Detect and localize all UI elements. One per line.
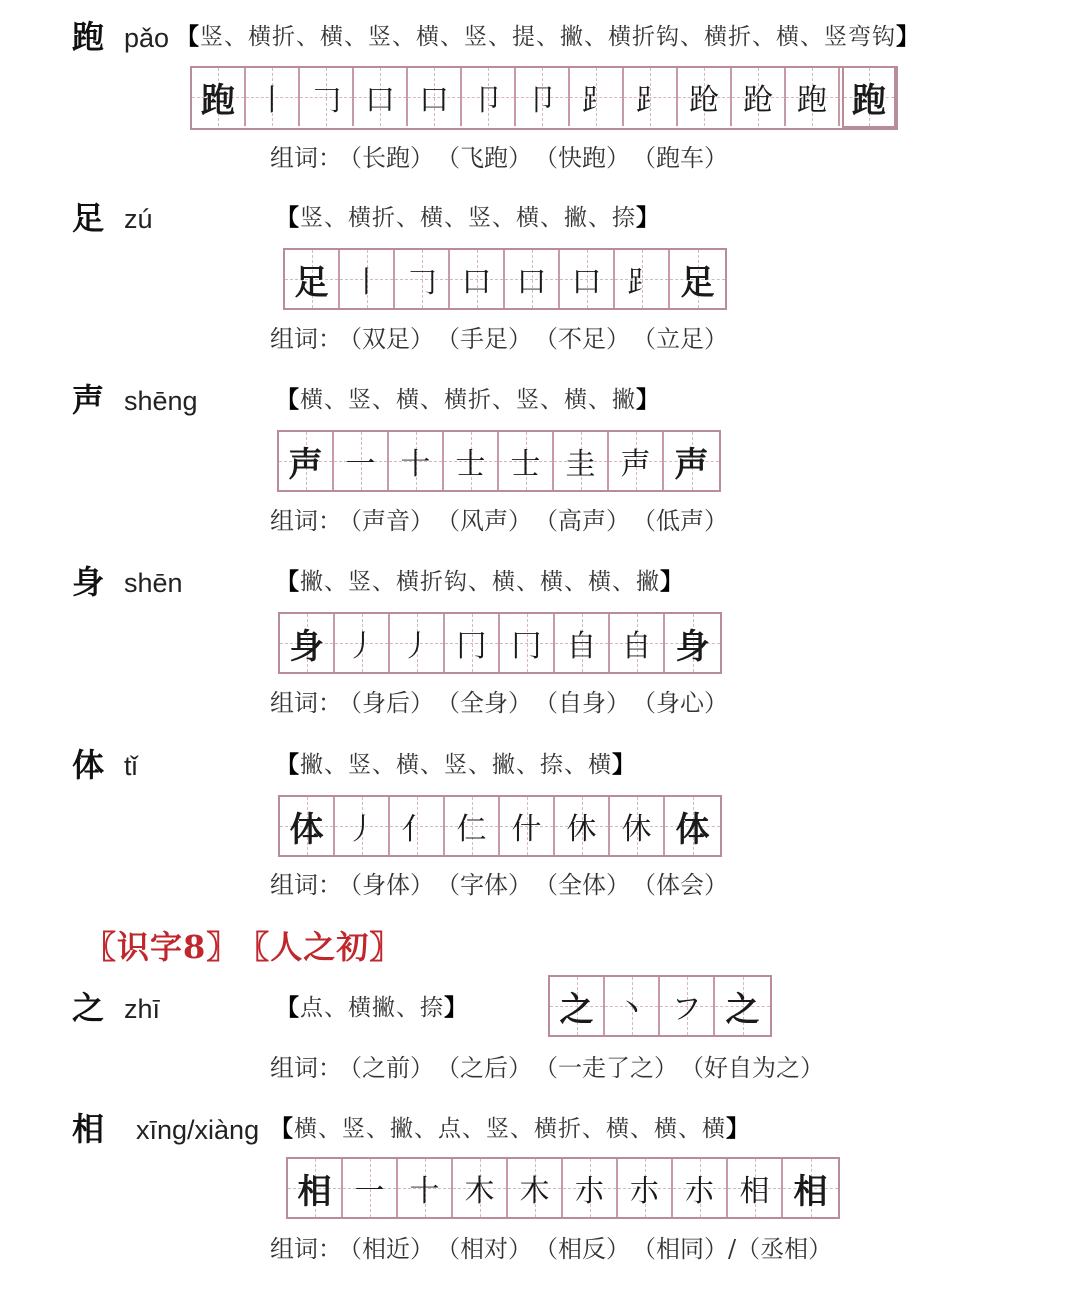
stroke-step-glyph: 休 xyxy=(621,812,652,847)
stroke-step-glyph: 一 xyxy=(354,1174,385,1209)
stroke-step-glyph: 跄 xyxy=(689,83,719,118)
stroke-step-cell xyxy=(445,797,500,855)
pinyin-label: xīng/xiàng xyxy=(136,1115,260,1145)
stroke-step-glyph: 十 xyxy=(400,447,431,482)
word-example: （身心） xyxy=(644,689,728,717)
stroke-names xyxy=(276,380,660,420)
target-character: 跑 xyxy=(72,18,105,56)
stroke-step-glyph: 跑 xyxy=(201,80,235,121)
close-bracket: 】 xyxy=(636,386,660,413)
stroke-step-cell xyxy=(300,68,354,126)
word-example: （相对） xyxy=(448,1235,532,1263)
stroke-step-glyph: 什 xyxy=(511,812,542,847)
stroke-step-glyph: 声 xyxy=(288,444,323,485)
stroke-step-glyph: 声 xyxy=(674,444,709,485)
stroke-sequence: 撇、竖、横折钩、横、横、横、撇 xyxy=(300,569,660,595)
open-bracket: 【 xyxy=(276,568,300,595)
stroke-step-glyph: 相 xyxy=(297,1171,332,1212)
word-examples xyxy=(270,1050,838,1086)
stroke-sequence: 竖、横折、横、竖、横、撇、捺 xyxy=(300,205,636,231)
word-example: （手足） xyxy=(448,325,532,353)
word-example: （字体） xyxy=(448,871,532,899)
stroke-step-glyph: 跑 xyxy=(797,83,827,118)
word-example: （体会） xyxy=(644,871,728,899)
open-bracket: 【 xyxy=(276,204,300,231)
word-example: （身体） xyxy=(350,871,434,899)
word-example: （全体） xyxy=(546,871,630,899)
stroke-step-glyph: 朩 xyxy=(629,1174,660,1209)
stroke-step-glyph: 一 xyxy=(345,447,376,482)
stroke-step-cell xyxy=(462,68,516,126)
stroke-step-cell xyxy=(555,614,610,672)
stroke-step-cell xyxy=(390,614,445,672)
stroke-step-glyph: 木 xyxy=(519,1174,550,1209)
stroke-step-glyph: 自 xyxy=(566,629,597,664)
stroke-step-cell xyxy=(500,797,555,855)
stroke-step-glyph: 冂 xyxy=(511,629,542,664)
close-bracket: 】 xyxy=(444,994,468,1021)
stroke-step-glyph: 圭 xyxy=(565,447,596,482)
target-character: 体 xyxy=(72,746,105,784)
stroke-step-glyph: ⻊ xyxy=(626,265,657,300)
stroke-step-glyph: 口 xyxy=(419,83,449,118)
stroke-step-glyph: 身 xyxy=(675,626,710,667)
words-prefix: 组词： xyxy=(270,507,342,535)
lesson-number: 〖识字8〗 xyxy=(84,928,240,966)
stroke-step-cell xyxy=(618,1159,673,1217)
stroke-step-cell xyxy=(615,250,670,308)
stroke-step-cell xyxy=(673,1159,728,1217)
stroke-step-glyph: 之 xyxy=(725,989,760,1030)
stroke-step-glyph: 士 xyxy=(510,447,541,482)
stroke-step-glyph: 丨 xyxy=(257,83,287,118)
stroke-step-cell xyxy=(444,432,499,490)
stroke-step-cell xyxy=(665,797,720,855)
stroke-step-cell xyxy=(516,68,570,126)
stroke-order-grid xyxy=(190,66,898,130)
stroke-step-cell xyxy=(450,250,505,308)
stroke-step-glyph: 相 xyxy=(739,1174,770,1209)
target-character: 足 xyxy=(72,199,105,237)
word-example: （不足） xyxy=(546,325,630,353)
stroke-step-glyph: 自 xyxy=(621,629,652,664)
stroke-step-cell xyxy=(665,614,720,672)
model-character-cell xyxy=(279,432,334,490)
lesson-title: 〖人之初〗 xyxy=(253,928,403,966)
close-bracket: 】 xyxy=(660,568,684,595)
stroke-step-glyph: 朩 xyxy=(574,1174,605,1209)
stroke-names xyxy=(276,562,684,602)
pinyin-label: shēng xyxy=(124,386,198,416)
stroke-names xyxy=(276,198,660,238)
target-character: 之 xyxy=(72,989,105,1027)
stroke-step-cell xyxy=(335,797,390,855)
stroke-step-cell xyxy=(453,1159,508,1217)
stroke-step-glyph: 丿 xyxy=(401,629,432,664)
stroke-order-grid xyxy=(283,248,727,310)
word-example: （相近） xyxy=(350,1235,434,1263)
stroke-step-cell xyxy=(610,797,665,855)
stroke-step-cell xyxy=(624,68,678,126)
word-example: （快跑） xyxy=(546,144,630,172)
stroke-step-cell xyxy=(508,1159,563,1217)
target-character: 身 xyxy=(72,563,105,601)
stroke-step-glyph: 体 xyxy=(289,809,324,850)
stroke-step-cell xyxy=(605,977,660,1035)
stroke-sequence: 竖、横折、横、竖、横、竖、提、撇、横折钩、横折、横、竖弯钩 xyxy=(200,24,896,50)
stroke-step-glyph: 体 xyxy=(675,809,710,850)
stroke-step-cell xyxy=(499,432,554,490)
stroke-names xyxy=(176,17,920,57)
target-character: 相 xyxy=(72,1110,105,1148)
close-bracket: 】 xyxy=(612,751,636,778)
stroke-step-cell xyxy=(445,614,500,672)
word-examples xyxy=(270,685,742,721)
word-example: （跑车） xyxy=(644,144,728,172)
stroke-step-cell xyxy=(555,797,610,855)
stroke-sequence: 横、竖、撇、点、竖、横折、横、横、横 xyxy=(294,1116,726,1142)
word-examples xyxy=(270,867,742,903)
word-examples xyxy=(270,321,742,357)
close-bracket: 】 xyxy=(726,1115,750,1142)
stroke-step-glyph: 跑 xyxy=(852,80,886,121)
open-bracket: 【 xyxy=(176,23,200,50)
stroke-step-glyph: 口 xyxy=(571,265,602,300)
stroke-step-cell xyxy=(389,432,444,490)
stroke-step-glyph: 声 xyxy=(620,447,651,482)
stroke-step-glyph: 𠃌 xyxy=(311,83,341,118)
stroke-step-cell xyxy=(340,250,395,308)
words-prefix: 组词： xyxy=(270,1235,342,1263)
stroke-step-cell xyxy=(560,250,615,308)
stroke-step-glyph: フ xyxy=(671,992,702,1027)
pinyin-label: zú xyxy=(124,204,153,234)
word-examples xyxy=(270,140,742,176)
words-prefix: 组词： xyxy=(270,325,342,353)
stroke-sequence: 点、横撇、捺 xyxy=(300,995,444,1021)
pinyin-label: shēn xyxy=(124,568,183,598)
stroke-step-cell xyxy=(783,1159,838,1217)
stroke-step-cell xyxy=(354,68,408,126)
stroke-step-cell xyxy=(246,68,300,126)
word-examples xyxy=(270,1231,846,1267)
stroke-step-cell xyxy=(660,977,715,1035)
word-example: （全身） xyxy=(448,689,532,717)
stroke-step-glyph: 亻 xyxy=(401,812,432,847)
word-example: （之后） xyxy=(448,1054,532,1082)
word-example: （立足） xyxy=(644,325,728,353)
stroke-step-cell xyxy=(732,68,786,126)
stroke-step-cell xyxy=(728,1159,783,1217)
word-examples xyxy=(270,503,742,539)
word-example: （自身） xyxy=(546,689,630,717)
stroke-step-cell xyxy=(505,250,560,308)
stroke-step-glyph: 身 xyxy=(289,626,324,667)
stroke-step-cell xyxy=(678,68,732,126)
stroke-step-glyph: 丿 xyxy=(346,812,377,847)
word-example: （相同）/（丞相） xyxy=(644,1235,833,1263)
stroke-step-glyph: 口 xyxy=(365,83,395,118)
stroke-step-glyph: 朩 xyxy=(684,1174,715,1209)
stroke-order-grid xyxy=(278,612,722,674)
model-character-cell xyxy=(280,614,335,672)
stroke-sequence: 横、竖、横、横折、竖、横、撇 xyxy=(300,387,636,413)
open-bracket: 【 xyxy=(270,1115,294,1142)
pinyin-label: zhī xyxy=(124,994,161,1024)
words-prefix: 组词： xyxy=(270,689,342,717)
stroke-order-grid xyxy=(277,430,721,492)
model-character-cell xyxy=(192,68,246,126)
word-example: （飞跑） xyxy=(448,144,532,172)
word-example: （之前） xyxy=(350,1054,434,1082)
stroke-step-cell xyxy=(398,1159,453,1217)
stroke-step-cell xyxy=(563,1159,618,1217)
stroke-step-cell xyxy=(554,432,609,490)
stroke-step-glyph: 士 xyxy=(455,447,486,482)
close-bracket: 】 xyxy=(896,23,920,50)
stroke-step-cell xyxy=(334,432,389,490)
close-bracket: 】 xyxy=(636,204,660,231)
stroke-step-glyph: 足 xyxy=(294,262,329,303)
word-example: （高声） xyxy=(546,507,630,535)
stroke-step-cell xyxy=(610,614,665,672)
stroke-step-cell xyxy=(842,66,896,128)
stroke-step-cell xyxy=(570,68,624,126)
stroke-step-cell xyxy=(786,68,840,126)
stroke-step-glyph: 丿 xyxy=(346,629,377,664)
pinyin-label: pǎo xyxy=(124,23,170,53)
stroke-step-glyph: ⻊ xyxy=(581,83,611,118)
stroke-step-glyph: 丨 xyxy=(351,265,382,300)
model-character-cell xyxy=(550,977,605,1035)
stroke-step-glyph: 口 xyxy=(461,265,492,300)
stroke-step-cell xyxy=(408,68,462,126)
stroke-order-grid xyxy=(278,795,722,857)
word-example: （风声） xyxy=(448,507,532,535)
stroke-step-glyph: 木 xyxy=(464,1174,495,1209)
pinyin-label: tǐ xyxy=(124,751,138,781)
stroke-step-cell xyxy=(390,797,445,855)
stroke-step-cell xyxy=(670,250,725,308)
words-prefix: 组词： xyxy=(270,1054,342,1082)
stroke-step-glyph: 足 xyxy=(680,262,715,303)
stroke-step-glyph: 冂 xyxy=(456,629,487,664)
stroke-step-glyph: 卩 xyxy=(473,83,503,118)
stroke-step-cell xyxy=(715,977,770,1035)
word-example: （声音） xyxy=(350,507,434,535)
word-example: （长跑） xyxy=(350,144,434,172)
stroke-names xyxy=(276,745,636,785)
open-bracket: 【 xyxy=(276,994,300,1021)
stroke-step-cell xyxy=(343,1159,398,1217)
stroke-step-cell xyxy=(609,432,664,490)
stroke-names xyxy=(270,1109,750,1149)
stroke-step-glyph: 仁 xyxy=(456,812,487,847)
stroke-order-grid xyxy=(286,1157,840,1219)
stroke-step-glyph: 休 xyxy=(566,812,597,847)
stroke-step-glyph: 跄 xyxy=(743,83,773,118)
word-example: （身后） xyxy=(350,689,434,717)
stroke-sequence: 撇、竖、横、竖、撇、捺、横 xyxy=(300,752,612,778)
stroke-step-glyph: 丶 xyxy=(616,992,647,1027)
stroke-step-cell xyxy=(395,250,450,308)
words-prefix: 组词： xyxy=(270,144,342,172)
stroke-step-glyph: 相 xyxy=(793,1171,828,1212)
stroke-names xyxy=(276,988,468,1028)
word-example: （一走了之） xyxy=(546,1054,678,1082)
model-character-cell xyxy=(288,1159,343,1217)
stroke-step-glyph: 十 xyxy=(409,1174,440,1209)
stroke-step-glyph: 之 xyxy=(559,989,594,1030)
word-example: （双足） xyxy=(350,325,434,353)
model-character-cell xyxy=(285,250,340,308)
stroke-step-glyph: 𠃌 xyxy=(406,265,437,300)
word-example: （好自为之） xyxy=(692,1054,824,1082)
model-character-cell xyxy=(280,797,335,855)
target-character: 声 xyxy=(72,381,105,419)
stroke-step-glyph: ⻊ xyxy=(635,83,665,118)
stroke-step-glyph: 卩 xyxy=(527,83,557,118)
stroke-step-cell xyxy=(500,614,555,672)
open-bracket: 【 xyxy=(276,751,300,778)
lesson-heading xyxy=(84,925,402,969)
stroke-step-glyph: 口 xyxy=(516,265,547,300)
words-prefix: 组词： xyxy=(270,871,342,899)
word-example: （低声） xyxy=(644,507,728,535)
stroke-step-cell xyxy=(664,432,719,490)
stroke-order-grid xyxy=(548,975,772,1037)
stroke-step-cell xyxy=(335,614,390,672)
open-bracket: 【 xyxy=(276,386,300,413)
word-example: （相反） xyxy=(546,1235,630,1263)
